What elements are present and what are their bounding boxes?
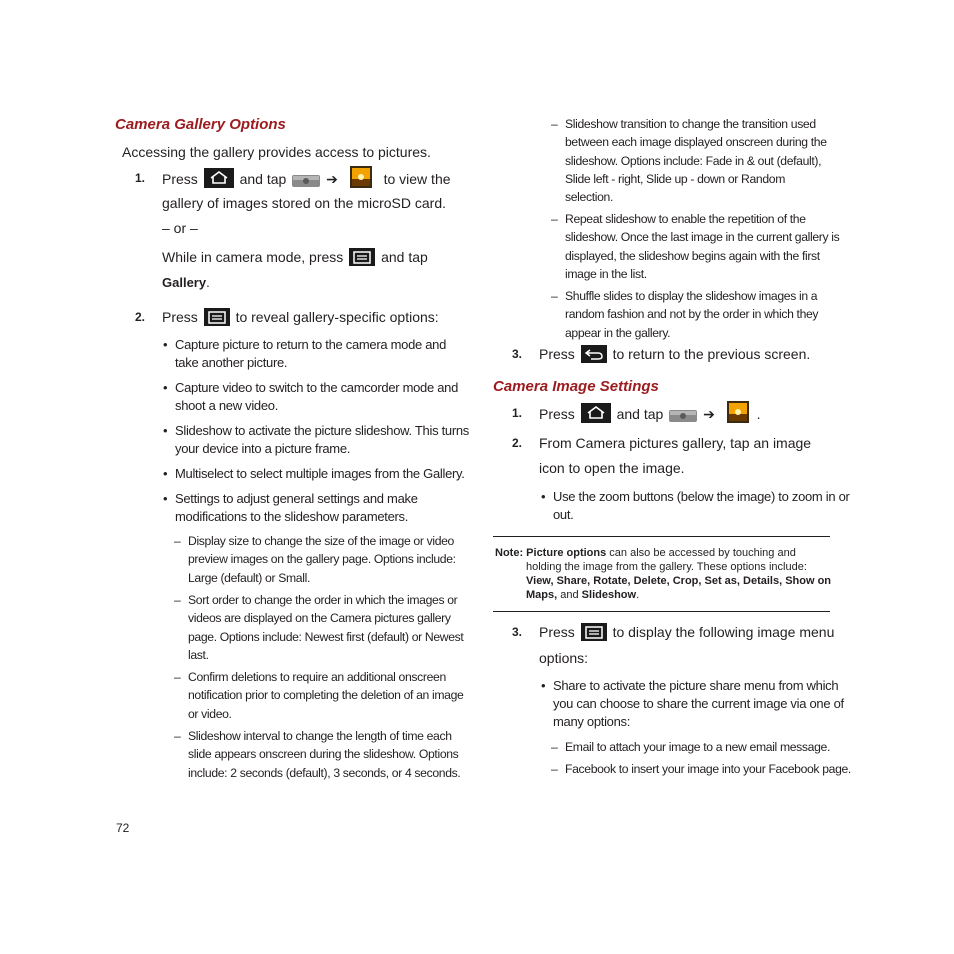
sub-list-item: – Slideshow interval to change the length of time each slide appears onscreen during the slideshow. Options include: 2 seconds (default), 3 seconds, or 4 seconds. xyxy=(174,729,461,780)
step-text: Press xyxy=(539,624,575,640)
or-separator: – or – xyxy=(162,220,198,236)
step2-line xyxy=(162,305,439,334)
note-line xyxy=(495,546,796,560)
step-text: Press xyxy=(162,171,198,187)
note-line xyxy=(526,588,639,602)
gallery-icon xyxy=(727,401,749,431)
arrow-glyph: ➔ xyxy=(703,406,715,422)
section-heading-camera-gallery-options: Camera Gallery Options xyxy=(115,116,286,133)
note-line: holding the image from the gallery. These options include: xyxy=(526,561,807,573)
note-line: View, Share, Rotate, Delete, Crop, Set as, Details, Show on xyxy=(526,575,832,587)
step1-alt-target xyxy=(162,270,210,295)
period: . xyxy=(756,406,761,422)
note-text: can also be accessed by touching and xyxy=(609,547,796,559)
page-number: 72 xyxy=(116,821,130,835)
home-key-icon xyxy=(581,403,611,431)
step-text: to display the following image menu xyxy=(612,624,835,640)
s2-line2: icon to open the image. xyxy=(539,460,685,476)
note-bold: Maps, xyxy=(526,589,558,601)
section-heading-camera-image-settings: Camera Image Settings xyxy=(493,378,659,395)
sub-list-item: – Facebook to insert your image into your Facebook page. xyxy=(551,762,851,776)
menu-key-icon xyxy=(349,248,375,274)
step3-line xyxy=(539,342,810,371)
list-item: • Slideshow to activate the picture slideshow. This turns your device into a picture frame. xyxy=(163,423,469,456)
sub-list-item: – Display size to change the size of the image or video preview images on the gallery page. Options include: Large (default) or Small. xyxy=(174,534,456,585)
s3-line2: options: xyxy=(539,650,589,666)
step-text: While in camera mode, press xyxy=(162,249,344,265)
step-number: 3. xyxy=(512,347,523,361)
s3-line1 xyxy=(539,620,834,649)
sub-list-item: – Repeat slideshow to enable the repetition of the slideshow. Once the last image in the current gallery is displayed, the slideshow begins again with the first image in the list. xyxy=(551,212,840,281)
list-item: • Share to activate the picture share menu from which you can choose to share the current image via one of many options: xyxy=(541,678,844,729)
note-text: and xyxy=(560,589,579,601)
list-item: • Multiselect to select multiple images from the Gallery. xyxy=(163,466,465,481)
back-key-icon xyxy=(581,345,607,371)
step-number: 1. xyxy=(512,406,523,420)
list-item: • Use the zoom buttons (below the image) to zoom in or out. xyxy=(541,489,850,522)
period: . xyxy=(636,589,640,601)
step1-line2: gallery of images stored on the microSD card. xyxy=(162,195,447,211)
step-text: Press xyxy=(162,309,198,325)
note-label: Note: xyxy=(495,547,524,559)
gallery-label: Gallery xyxy=(162,275,207,290)
step-number: 3. xyxy=(512,625,523,639)
step-text: Press xyxy=(539,346,575,362)
s2-line1: From Camera pictures gallery, tap an image xyxy=(539,435,812,451)
sub-list-item: – Confirm deletions to require an additional onscreen notification prior to completing the deletion of an image or video. xyxy=(174,670,464,721)
step-text: and tap xyxy=(616,406,664,422)
step-text: and tap xyxy=(239,171,287,187)
step-text: to view the xyxy=(383,171,451,187)
step-text: and tap xyxy=(381,249,428,265)
arrow-glyph: ➔ xyxy=(326,171,338,187)
intro-text: Accessing the gallery provides access to pictures. xyxy=(122,144,431,160)
note-box xyxy=(493,536,830,612)
step-text: to reveal gallery-specific options: xyxy=(235,309,439,325)
step-number: 2. xyxy=(512,436,523,450)
step-text: Press xyxy=(539,406,575,422)
s1-line xyxy=(539,401,760,431)
list-item: • Capture picture to return to the camera mode and take another picture. xyxy=(163,337,447,370)
step-number: 2. xyxy=(135,310,146,324)
note-bold: Picture options xyxy=(526,547,607,559)
sub-list-item: – Sort order to change the order in which the images or videos are displayed on the Camera pictures gallery page. Options include: Newest first (default) or Newest last. xyxy=(174,593,464,662)
list-item: • Settings to adjust general settings and make modifications to the slideshow parameters. xyxy=(163,491,418,524)
note-bold: Slideshow xyxy=(581,589,637,601)
list-item: • Capture video to switch to the camcorder mode and shoot a new video. xyxy=(163,380,459,413)
step-text: to return to the previous screen. xyxy=(612,346,811,362)
sub-list-item: – Slideshow transition to change the transition used between each image displayed onscreen during the slideshow. Options include: Fade in & out (default), Slide left - right, Slide up - down or Random selection. xyxy=(551,117,827,205)
period: . xyxy=(206,275,210,290)
sub-list-item: – Shuffle slides to display the slideshow images in a random fashion and not by the order in which they appear in the gallery. xyxy=(551,289,819,340)
sub-list-item: – Email to attach your image to a new email message. xyxy=(551,740,830,754)
camera-mode-icon xyxy=(669,406,697,431)
menu-key-icon xyxy=(204,308,230,334)
step-number: 1. xyxy=(135,171,146,185)
